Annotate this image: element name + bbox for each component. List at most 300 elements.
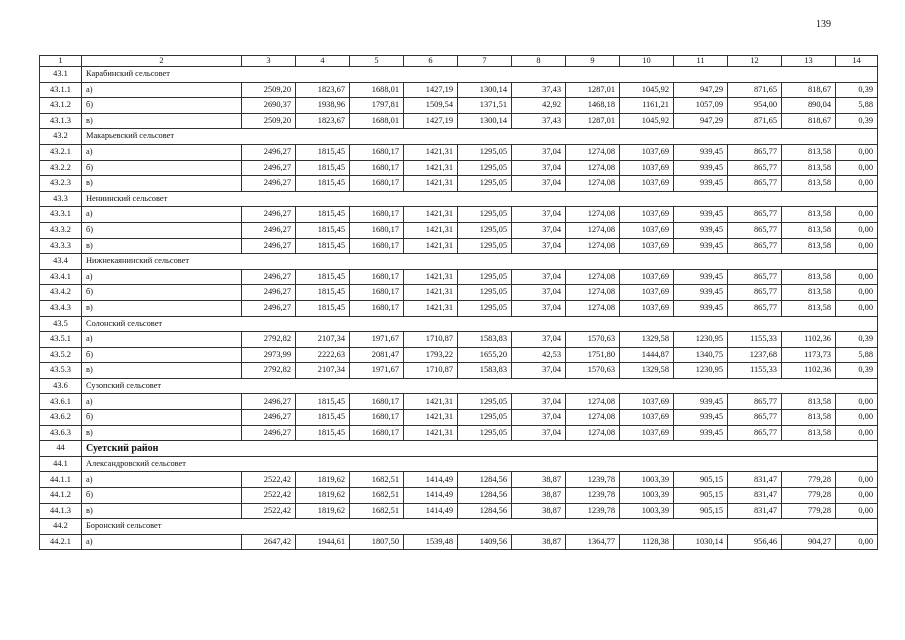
value-cell: 939,45 bbox=[674, 222, 728, 238]
value-cell: 2107,34 bbox=[296, 363, 350, 379]
value-cell: 1421,31 bbox=[404, 144, 458, 160]
table-row bbox=[40, 269, 878, 285]
row-code: 43.4.1 bbox=[40, 269, 82, 285]
table-row bbox=[40, 300, 878, 316]
value-cell: 865,77 bbox=[728, 222, 782, 238]
row-code: 44.2 bbox=[40, 519, 82, 535]
value-cell: 1300,14 bbox=[458, 82, 512, 98]
variant-label: б) bbox=[82, 488, 242, 504]
row-code: 43.4.3 bbox=[40, 300, 82, 316]
variant-label: а) bbox=[82, 207, 242, 223]
variant-label: а) bbox=[82, 332, 242, 348]
value-cell: 1414,49 bbox=[404, 472, 458, 488]
value-cell: 1239,78 bbox=[566, 488, 620, 504]
table-row bbox=[40, 488, 878, 504]
value-cell: 5,88 bbox=[836, 98, 878, 114]
value-cell: 1468,18 bbox=[566, 98, 620, 114]
value-cell: 939,45 bbox=[674, 394, 728, 410]
column-number-header: 3 bbox=[242, 56, 296, 67]
value-cell: 813,58 bbox=[782, 394, 836, 410]
value-cell: 38,87 bbox=[512, 534, 566, 550]
value-cell: 1037,69 bbox=[620, 394, 674, 410]
value-cell: 813,58 bbox=[782, 222, 836, 238]
value-cell: 1295,05 bbox=[458, 285, 512, 301]
value-cell: 2522,42 bbox=[242, 472, 296, 488]
value-cell: 1173,73 bbox=[782, 347, 836, 363]
value-cell: 2690,37 bbox=[242, 98, 296, 114]
value-cell: 813,58 bbox=[782, 300, 836, 316]
value-cell: 1287,01 bbox=[566, 113, 620, 129]
variant-label: б) bbox=[82, 410, 242, 426]
value-cell: 0,00 bbox=[836, 160, 878, 176]
value-cell: 1274,08 bbox=[566, 269, 620, 285]
value-cell: 1045,92 bbox=[620, 82, 674, 98]
column-number-header: 9 bbox=[566, 56, 620, 67]
value-cell: 1682,51 bbox=[350, 503, 404, 519]
value-cell: 0,00 bbox=[836, 425, 878, 441]
variant-label: в) bbox=[82, 503, 242, 519]
table-row bbox=[40, 425, 878, 441]
value-cell: 1421,31 bbox=[404, 285, 458, 301]
column-number-header: 5 bbox=[350, 56, 404, 67]
value-cell: 1682,51 bbox=[350, 488, 404, 504]
value-cell: 905,15 bbox=[674, 503, 728, 519]
value-cell: 38,87 bbox=[512, 488, 566, 504]
section-row bbox=[40, 129, 878, 145]
value-cell: 0,00 bbox=[836, 238, 878, 254]
section-title: Нениинский сельсовет bbox=[82, 191, 878, 207]
value-cell: 1819,62 bbox=[296, 488, 350, 504]
value-cell: 1295,05 bbox=[458, 222, 512, 238]
value-cell: 1815,45 bbox=[296, 238, 350, 254]
value-cell: 2081,47 bbox=[350, 347, 404, 363]
value-cell: 1161,21 bbox=[620, 98, 674, 114]
value-cell: 1421,31 bbox=[404, 176, 458, 192]
column-number-header: 10 bbox=[620, 56, 674, 67]
value-cell: 42,53 bbox=[512, 347, 566, 363]
value-cell: 0,39 bbox=[836, 113, 878, 129]
value-cell: 905,15 bbox=[674, 488, 728, 504]
value-cell: 1230,95 bbox=[674, 332, 728, 348]
row-code: 43.1 bbox=[40, 67, 82, 83]
section-row bbox=[40, 519, 878, 535]
value-cell: 1284,56 bbox=[458, 472, 512, 488]
value-cell: 1680,17 bbox=[350, 176, 404, 192]
value-cell: 1815,45 bbox=[296, 144, 350, 160]
value-cell: 1815,45 bbox=[296, 300, 350, 316]
row-code: 44.2.1 bbox=[40, 534, 82, 550]
value-cell: 956,46 bbox=[728, 534, 782, 550]
section-title: Макарьевский сельсовет bbox=[82, 129, 878, 145]
variant-label: в) bbox=[82, 363, 242, 379]
variant-label: б) bbox=[82, 98, 242, 114]
value-cell: 1295,05 bbox=[458, 269, 512, 285]
row-code: 43.5.2 bbox=[40, 347, 82, 363]
value-cell: 1680,17 bbox=[350, 269, 404, 285]
variant-label: в) bbox=[82, 176, 242, 192]
value-cell: 1057,09 bbox=[674, 98, 728, 114]
value-cell: 0,00 bbox=[836, 300, 878, 316]
row-code: 44.1 bbox=[40, 456, 82, 472]
value-cell: 1509,54 bbox=[404, 98, 458, 114]
value-cell: 2496,27 bbox=[242, 269, 296, 285]
value-cell: 1680,17 bbox=[350, 410, 404, 426]
value-cell: 1421,31 bbox=[404, 394, 458, 410]
variant-label: а) bbox=[82, 269, 242, 285]
value-cell: 1680,17 bbox=[350, 222, 404, 238]
value-cell: 37,04 bbox=[512, 332, 566, 348]
value-cell: 37,04 bbox=[512, 300, 566, 316]
value-cell: 1239,78 bbox=[566, 503, 620, 519]
value-cell: 0,39 bbox=[836, 82, 878, 98]
variant-label: а) bbox=[82, 534, 242, 550]
row-code: 43.1.2 bbox=[40, 98, 82, 114]
value-cell: 0,00 bbox=[836, 534, 878, 550]
value-cell: 1680,17 bbox=[350, 144, 404, 160]
value-cell: 37,04 bbox=[512, 363, 566, 379]
value-cell: 1414,49 bbox=[404, 488, 458, 504]
value-cell: 37,04 bbox=[512, 425, 566, 441]
section-row bbox=[40, 316, 878, 332]
variant-label: в) bbox=[82, 238, 242, 254]
value-cell: 2973,99 bbox=[242, 347, 296, 363]
value-cell: 947,29 bbox=[674, 113, 728, 129]
table-row bbox=[40, 410, 878, 426]
value-cell: 865,77 bbox=[728, 425, 782, 441]
value-cell: 1230,95 bbox=[674, 363, 728, 379]
value-cell: 831,47 bbox=[728, 472, 782, 488]
value-cell: 1823,67 bbox=[296, 113, 350, 129]
value-cell: 1274,08 bbox=[566, 410, 620, 426]
value-cell: 37,43 bbox=[512, 82, 566, 98]
row-code: 43.5.3 bbox=[40, 363, 82, 379]
section-row bbox=[40, 378, 878, 394]
value-cell: 2522,42 bbox=[242, 488, 296, 504]
value-cell: 1037,69 bbox=[620, 160, 674, 176]
value-cell: 37,04 bbox=[512, 144, 566, 160]
row-code: 43.6.1 bbox=[40, 394, 82, 410]
row-code: 43.3.2 bbox=[40, 222, 82, 238]
table-row bbox=[40, 363, 878, 379]
value-cell: 1329,58 bbox=[620, 363, 674, 379]
section-row bbox=[40, 191, 878, 207]
value-cell: 0,00 bbox=[836, 269, 878, 285]
value-cell: 2792,82 bbox=[242, 332, 296, 348]
value-cell: 813,58 bbox=[782, 160, 836, 176]
row-code: 43.3.3 bbox=[40, 238, 82, 254]
value-cell: 1421,31 bbox=[404, 222, 458, 238]
value-cell: 1371,51 bbox=[458, 98, 512, 114]
value-cell: 38,87 bbox=[512, 472, 566, 488]
value-cell: 813,58 bbox=[782, 269, 836, 285]
value-cell: 1239,78 bbox=[566, 472, 620, 488]
value-cell: 1037,69 bbox=[620, 410, 674, 426]
value-cell: 1815,45 bbox=[296, 222, 350, 238]
section-title: Сузопский сельсовет bbox=[82, 378, 878, 394]
value-cell: 1128,38 bbox=[620, 534, 674, 550]
row-code: 44.1.2 bbox=[40, 488, 82, 504]
section-row bbox=[40, 67, 878, 83]
value-cell: 1300,14 bbox=[458, 113, 512, 129]
value-cell: 1037,69 bbox=[620, 300, 674, 316]
value-cell: 1274,08 bbox=[566, 425, 620, 441]
value-cell: 1710,87 bbox=[404, 363, 458, 379]
value-cell: 904,27 bbox=[782, 534, 836, 550]
value-cell: 939,45 bbox=[674, 160, 728, 176]
table-row bbox=[40, 347, 878, 363]
row-code: 43.3.1 bbox=[40, 207, 82, 223]
page-number: 139 bbox=[816, 19, 831, 30]
value-cell: 1819,62 bbox=[296, 503, 350, 519]
variant-label: а) bbox=[82, 144, 242, 160]
value-cell: 2496,27 bbox=[242, 160, 296, 176]
value-cell: 37,04 bbox=[512, 238, 566, 254]
value-cell: 905,15 bbox=[674, 472, 728, 488]
value-cell: 1274,08 bbox=[566, 300, 620, 316]
value-cell: 871,65 bbox=[728, 82, 782, 98]
row-code: 43.1.1 bbox=[40, 82, 82, 98]
value-cell: 1037,69 bbox=[620, 238, 674, 254]
column-number-header: 6 bbox=[404, 56, 458, 67]
value-cell: 813,58 bbox=[782, 144, 836, 160]
row-code: 43.3 bbox=[40, 191, 82, 207]
value-cell: 813,58 bbox=[782, 410, 836, 426]
value-cell: 865,77 bbox=[728, 285, 782, 301]
value-cell: 0,00 bbox=[836, 488, 878, 504]
value-cell: 1274,08 bbox=[566, 144, 620, 160]
value-cell: 1037,69 bbox=[620, 269, 674, 285]
column-number-header: 1 bbox=[40, 56, 82, 67]
value-cell: 1284,56 bbox=[458, 503, 512, 519]
value-cell: 1274,08 bbox=[566, 222, 620, 238]
row-code: 43.6.3 bbox=[40, 425, 82, 441]
value-cell: 1421,31 bbox=[404, 160, 458, 176]
value-cell: 0,00 bbox=[836, 207, 878, 223]
value-cell: 5,88 bbox=[836, 347, 878, 363]
value-cell: 939,45 bbox=[674, 238, 728, 254]
section-row bbox=[40, 456, 878, 472]
value-cell: 2647,42 bbox=[242, 534, 296, 550]
value-cell: 1427,19 bbox=[404, 82, 458, 98]
value-cell: 865,77 bbox=[728, 238, 782, 254]
value-cell: 2496,27 bbox=[242, 285, 296, 301]
row-code: 44.1.1 bbox=[40, 472, 82, 488]
row-code: 44 bbox=[40, 441, 82, 457]
value-cell: 954,00 bbox=[728, 98, 782, 114]
value-cell: 1815,45 bbox=[296, 269, 350, 285]
variant-label: а) bbox=[82, 82, 242, 98]
value-cell: 1364,77 bbox=[566, 534, 620, 550]
value-cell: 1421,31 bbox=[404, 207, 458, 223]
variant-label: б) bbox=[82, 222, 242, 238]
value-cell: 1427,19 bbox=[404, 113, 458, 129]
value-cell: 0,00 bbox=[836, 144, 878, 160]
value-cell: 865,77 bbox=[728, 269, 782, 285]
value-cell: 1295,05 bbox=[458, 207, 512, 223]
value-cell: 2496,27 bbox=[242, 300, 296, 316]
value-cell: 2496,27 bbox=[242, 207, 296, 223]
column-number-header: 13 bbox=[782, 56, 836, 67]
value-cell: 1003,39 bbox=[620, 503, 674, 519]
value-cell: 1797,81 bbox=[350, 98, 404, 114]
value-cell: 939,45 bbox=[674, 300, 728, 316]
section-title: Нижнекаянинский сельсовет bbox=[82, 254, 878, 270]
value-cell: 1971,67 bbox=[350, 363, 404, 379]
row-code: 43.5.1 bbox=[40, 332, 82, 348]
value-cell: 1274,08 bbox=[566, 285, 620, 301]
variant-label: в) bbox=[82, 113, 242, 129]
value-cell: 939,45 bbox=[674, 425, 728, 441]
column-number-header: 11 bbox=[674, 56, 728, 67]
value-cell: 2496,27 bbox=[242, 144, 296, 160]
value-cell: 38,87 bbox=[512, 503, 566, 519]
value-cell: 1710,87 bbox=[404, 332, 458, 348]
value-cell: 0,00 bbox=[836, 394, 878, 410]
section-row bbox=[40, 254, 878, 270]
variant-label: б) bbox=[82, 160, 242, 176]
value-cell: 1421,31 bbox=[404, 238, 458, 254]
table-row bbox=[40, 534, 878, 550]
value-cell: 1680,17 bbox=[350, 207, 404, 223]
value-cell: 2107,34 bbox=[296, 332, 350, 348]
value-cell: 818,67 bbox=[782, 113, 836, 129]
value-cell: 1045,92 bbox=[620, 113, 674, 129]
table-row bbox=[40, 238, 878, 254]
value-cell: 1340,75 bbox=[674, 347, 728, 363]
value-cell: 1295,05 bbox=[458, 410, 512, 426]
value-cell: 1680,17 bbox=[350, 300, 404, 316]
value-cell: 42,92 bbox=[512, 98, 566, 114]
row-code: 43.2.2 bbox=[40, 160, 82, 176]
value-cell: 1539,48 bbox=[404, 534, 458, 550]
value-cell: 1037,69 bbox=[620, 176, 674, 192]
row-code: 43.2.1 bbox=[40, 144, 82, 160]
value-cell: 2496,27 bbox=[242, 410, 296, 426]
row-code: 43.4.2 bbox=[40, 285, 82, 301]
value-cell: 0,00 bbox=[836, 176, 878, 192]
table-row bbox=[40, 160, 878, 176]
value-cell: 1680,17 bbox=[350, 394, 404, 410]
table-row bbox=[40, 503, 878, 519]
value-cell: 2509,20 bbox=[242, 82, 296, 98]
value-cell: 37,04 bbox=[512, 207, 566, 223]
value-cell: 1274,08 bbox=[566, 176, 620, 192]
tariff-table bbox=[39, 55, 878, 550]
table-row bbox=[40, 332, 878, 348]
value-cell: 0,39 bbox=[836, 332, 878, 348]
value-cell: 1237,68 bbox=[728, 347, 782, 363]
row-code: 43.6 bbox=[40, 378, 82, 394]
section-title: Солонский сельсовет bbox=[82, 316, 878, 332]
value-cell: 939,45 bbox=[674, 176, 728, 192]
value-cell: 813,58 bbox=[782, 207, 836, 223]
value-cell: 1295,05 bbox=[458, 300, 512, 316]
value-cell: 831,47 bbox=[728, 488, 782, 504]
table-row bbox=[40, 207, 878, 223]
value-cell: 1287,01 bbox=[566, 82, 620, 98]
value-cell: 1971,67 bbox=[350, 332, 404, 348]
value-cell: 939,45 bbox=[674, 144, 728, 160]
table-row bbox=[40, 98, 878, 114]
section-title: Александровский сельсовет bbox=[82, 456, 878, 472]
value-cell: 1102,36 bbox=[782, 363, 836, 379]
value-cell: 1030,14 bbox=[674, 534, 728, 550]
value-cell: 939,45 bbox=[674, 269, 728, 285]
value-cell: 865,77 bbox=[728, 300, 782, 316]
value-cell: 37,43 bbox=[512, 113, 566, 129]
value-cell: 1680,17 bbox=[350, 285, 404, 301]
value-cell: 2496,27 bbox=[242, 425, 296, 441]
value-cell: 1102,36 bbox=[782, 332, 836, 348]
value-cell: 1155,33 bbox=[728, 332, 782, 348]
value-cell: 1295,05 bbox=[458, 425, 512, 441]
value-cell: 1938,96 bbox=[296, 98, 350, 114]
variant-label: б) bbox=[82, 347, 242, 363]
value-cell: 813,58 bbox=[782, 238, 836, 254]
value-cell: 37,04 bbox=[512, 160, 566, 176]
row-code: 43.4 bbox=[40, 254, 82, 270]
section-title: Карабинский сельсовет bbox=[82, 67, 878, 83]
value-cell: 947,29 bbox=[674, 82, 728, 98]
column-number-header: 7 bbox=[458, 56, 512, 67]
value-cell: 37,04 bbox=[512, 222, 566, 238]
variant-label: а) bbox=[82, 472, 242, 488]
value-cell: 1274,08 bbox=[566, 160, 620, 176]
value-cell: 939,45 bbox=[674, 285, 728, 301]
value-cell: 1421,31 bbox=[404, 269, 458, 285]
value-cell: 939,45 bbox=[674, 207, 728, 223]
value-cell: 0,00 bbox=[836, 410, 878, 426]
value-cell: 1570,63 bbox=[566, 363, 620, 379]
value-cell: 1583,83 bbox=[458, 363, 512, 379]
value-cell: 1037,69 bbox=[620, 207, 674, 223]
value-cell: 1682,51 bbox=[350, 472, 404, 488]
value-cell: 1944,61 bbox=[296, 534, 350, 550]
row-code: 43.1.3 bbox=[40, 113, 82, 129]
value-cell: 2222,63 bbox=[296, 347, 350, 363]
value-cell: 1274,08 bbox=[566, 207, 620, 223]
column-number-header: 4 bbox=[296, 56, 350, 67]
table-row bbox=[40, 285, 878, 301]
row-code: 43.5 bbox=[40, 316, 82, 332]
value-cell: 1329,58 bbox=[620, 332, 674, 348]
table-row bbox=[40, 472, 878, 488]
value-cell: 1751,80 bbox=[566, 347, 620, 363]
table-row bbox=[40, 222, 878, 238]
value-cell: 1680,17 bbox=[350, 238, 404, 254]
value-cell: 1655,20 bbox=[458, 347, 512, 363]
value-cell: 865,77 bbox=[728, 176, 782, 192]
value-cell: 865,77 bbox=[728, 394, 782, 410]
value-cell: 1815,45 bbox=[296, 176, 350, 192]
value-cell: 2792,82 bbox=[242, 363, 296, 379]
value-cell: 1037,69 bbox=[620, 222, 674, 238]
row-code: 43.2 bbox=[40, 129, 82, 145]
value-cell: 1793,22 bbox=[404, 347, 458, 363]
table-row bbox=[40, 176, 878, 192]
value-cell: 1155,33 bbox=[728, 363, 782, 379]
value-cell: 1409,56 bbox=[458, 534, 512, 550]
value-cell: 1421,31 bbox=[404, 410, 458, 426]
value-cell: 1295,05 bbox=[458, 176, 512, 192]
value-cell: 1815,45 bbox=[296, 160, 350, 176]
value-cell: 1583,83 bbox=[458, 332, 512, 348]
value-cell: 2496,27 bbox=[242, 394, 296, 410]
value-cell: 1003,39 bbox=[620, 488, 674, 504]
district-title: Суетский район bbox=[82, 441, 878, 457]
row-code: 43.6.2 bbox=[40, 410, 82, 426]
variant-label: в) bbox=[82, 425, 242, 441]
